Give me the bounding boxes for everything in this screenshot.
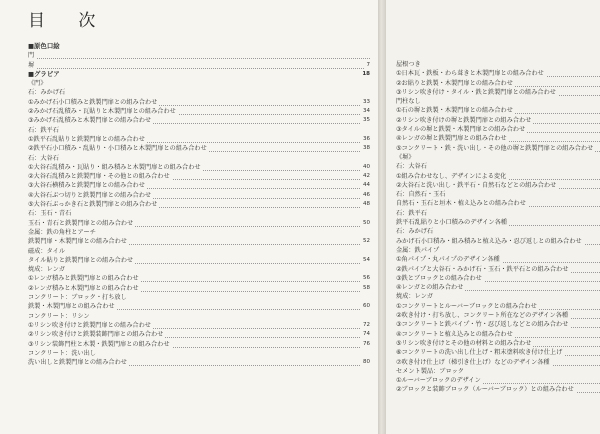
toc-entry	[396, 358, 600, 367]
toc-entry-text: ■原色口絵	[28, 42, 60, 50]
toc-entry-text: ①角パイプ・丸パイプのデザイン各種	[396, 256, 500, 264]
toc-subheading	[28, 247, 370, 256]
toc-entry-text: 鉄平石乱貼りと小口積みのデザイン各種	[396, 219, 507, 227]
toc-entry	[396, 265, 600, 274]
toc-entry	[396, 134, 600, 143]
toc-subheading	[28, 88, 370, 97]
toc-entry-text: 石：大谷石	[28, 154, 59, 162]
toc-entry	[396, 255, 600, 264]
toc-entry	[396, 116, 600, 125]
toc-entry	[396, 106, 600, 115]
toc-subheading	[28, 265, 370, 274]
toc-entry	[28, 200, 370, 209]
toc-entry-text: 《門》	[28, 80, 47, 88]
toc-entry-text: 鉄製門扉・木製門扉との組み合わせ	[28, 238, 127, 246]
toc-entry-text: ②みかげ石乱積み・瓦貼りと木製門扉との組み合わせ	[28, 108, 176, 116]
toc-entry-text: 金属：鉄の角柱とアーチ	[28, 228, 96, 236]
toc-entry	[28, 191, 370, 200]
toc-entry	[28, 98, 370, 107]
toc-entry-text: ①レンガ積みと鉄製門扉との組み合わせ	[28, 275, 139, 283]
toc-entry-text: ②大谷石と洗い出し・鉄平石・自然石などとの組み合わせ	[396, 181, 557, 189]
toc-entry-text: ①みかげ石小口積みと鉄製門扉との組み合わせ	[28, 98, 158, 106]
toc-entry-text: 石：みかげ石	[396, 228, 434, 236]
toc-entry-text: ②レンガ積みと木製門扉との組み合わせ	[28, 284, 139, 292]
toc-section-heading	[28, 70, 370, 79]
toc-entry-text: ④コンクリートと植え込みとの組み合わせ	[396, 330, 513, 338]
toc-entry-text: ④大谷石ぶつ切りと鉄製門扉との組み合わせ	[28, 191, 152, 199]
toc-subheading	[396, 227, 600, 236]
toc-entry-text: 門	[28, 52, 35, 60]
toc-entry	[396, 218, 600, 227]
toc-page-number: 52	[361, 237, 370, 246]
toc-subheading	[396, 190, 600, 199]
toc-entry-text: みかげ石小口積み・組み積みと植え込み・忍び返しとの組み合わせ	[396, 237, 582, 245]
toc-page-number: 35	[361, 116, 370, 125]
toc-entry	[396, 339, 600, 348]
toc-entry	[396, 311, 600, 320]
toc-entry	[28, 302, 370, 311]
toc-page-number: 74	[361, 330, 370, 339]
toc-page-number: 40	[361, 163, 370, 172]
toc-entry	[396, 330, 600, 339]
toc-entry-text: 石：自然石・玉石	[396, 191, 446, 199]
toc-subheading	[396, 367, 600, 376]
toc-entry	[28, 172, 370, 181]
toc-entry-text: 洗い出しと鉄製門扉との組み合わせ	[28, 359, 127, 367]
toc-entry	[28, 61, 370, 70]
toc-subheading	[28, 126, 370, 135]
toc-entry	[396, 283, 600, 292]
toc-entry	[28, 256, 370, 265]
toc-entry	[28, 340, 370, 349]
toc-entry-text: 石：みかげ石	[28, 89, 66, 97]
toc-subheading	[396, 209, 600, 218]
toc-entry-text: ④レンガとの組み合わせ	[396, 284, 464, 292]
toc-entry	[396, 274, 600, 283]
toc-entry-text: ①日本瓦・鉄板・わら葺きと木製門扉との組み合わせ	[396, 70, 544, 78]
toc-subheading	[28, 209, 370, 218]
toc-entry-text: 磁成：タイル	[28, 247, 66, 255]
toc-list-left	[28, 42, 370, 367]
toc-entry-text: ③コンクリートと鉄パイプ・竹・忍び返しなどとの組み合わせ	[396, 321, 569, 329]
toc-subheading	[396, 292, 600, 301]
toc-entry-text: ⑤リシン吹き付けとその他の材料との組み合わせ	[396, 339, 532, 347]
toc-page-number: 54	[361, 256, 370, 265]
page-title: 目 次	[28, 11, 110, 31]
toc-entry	[28, 284, 370, 293]
toc-entry-text: ②リシン吹き付けと鉄製装飾門扉との組み合わせ	[28, 331, 164, 339]
toc-page-number: 7	[365, 61, 371, 70]
toc-section-heading	[28, 42, 370, 51]
toc-entry	[28, 219, 370, 228]
toc-entry-text: 玉石・青石と鉄製門扉との組み合わせ	[28, 219, 134, 227]
toc-entry-text: ②吹き付け・打ち放し、コンクリート所在などのデザイン各種	[396, 312, 569, 320]
toc-page-number: 18	[360, 70, 370, 79]
toc-entry-text: コンクリート：リシン	[28, 312, 90, 320]
toc-subheading	[396, 97, 600, 106]
toc-page-number: 80	[361, 358, 370, 367]
toc-entry-text: ①ルーバーブロックのデザイン	[396, 377, 481, 385]
toc-page-number: 42	[361, 172, 370, 181]
toc-entry	[396, 172, 600, 181]
toc-entry-text: 《塀》	[396, 153, 415, 161]
toc-page-number: 56	[361, 274, 370, 283]
toc-entry-text: 石：玉石・青石	[28, 210, 72, 218]
toc-entry-text: タイル貼りと鉄製門扉との組み合わせ	[28, 256, 134, 264]
toc-page-number: 46	[361, 191, 370, 200]
toc-entry-text: 焼成：レンガ	[28, 266, 65, 274]
toc-entry-text: ②鉄平石小口積み・乱貼り・小口積みと木製門扉との組み合わせ	[28, 145, 207, 153]
toc-entry	[28, 135, 370, 144]
toc-page-number: 60	[361, 302, 370, 311]
toc-entry-text: ③タイルの塀と鉄製・木製門扉との組み合わせ	[396, 126, 526, 134]
toc-entry	[396, 88, 600, 97]
toc-entry	[396, 376, 600, 385]
toc-subheading	[396, 153, 600, 162]
toc-entry	[28, 181, 370, 190]
toc-entry-text: ②お貼りと鉄製・木製門扉との組み合わせ	[396, 79, 513, 87]
toc-subheading	[28, 293, 370, 302]
toc-entry-text: ③リシン装飾門柱と木製・鉄製門扉との組み合わせ	[28, 340, 170, 348]
toc-entry	[396, 302, 600, 311]
toc-entry	[28, 330, 370, 339]
toc-entry	[28, 107, 370, 116]
toc-entry	[396, 181, 600, 190]
toc-entry-text: 石：大谷石	[396, 163, 427, 171]
toc-subheading	[396, 246, 600, 255]
toc-entry-text: 焼成：レンガ	[396, 293, 433, 301]
toc-subheading	[28, 349, 370, 358]
toc-entry-text: ①リシン吹き付けと鉄製門扉との組み合わせ	[28, 321, 151, 329]
toc-entry-text: ②リシン吹き付けの塀と鉄製門扉との組み合わせ	[396, 116, 532, 124]
toc-page-number: 76	[361, 340, 370, 349]
book-gutter	[378, 0, 386, 434]
toc-entry-text: コンクリート：洗い出し	[28, 349, 96, 357]
toc-subheading	[396, 162, 600, 171]
toc-entry-text: ②ブロックと装飾ブロック（ルーバーブロック）との組み合わせ	[396, 386, 574, 394]
toc-entry	[28, 321, 370, 330]
toc-entry-text: 自然石・玉石と垣木・植え込みとの組み合わせ	[396, 200, 526, 208]
toc-entry-text: 門柱なし	[396, 98, 421, 106]
toc-entry	[28, 358, 370, 367]
toc-page-number: 38	[361, 144, 370, 153]
toc-subheading	[28, 228, 370, 237]
toc-entry-text: ①コンクリートとルーバーブロックとの組み合わせ	[396, 302, 537, 310]
toc-page-number: 50	[361, 219, 370, 228]
toc-subheading	[28, 79, 370, 88]
dot-leader	[28, 58, 370, 59]
toc-entry-text: 鉄製・木製門扉との組み合わせ	[28, 303, 115, 311]
toc-entry	[28, 274, 370, 283]
toc-subheading	[28, 312, 370, 321]
toc-entry	[396, 125, 600, 134]
toc-entry	[28, 237, 370, 246]
toc-entry-text: ②鉄パイプと大谷石・みかげ石・玉石・鉄平石との組み合わせ	[396, 265, 569, 273]
toc-entry	[396, 320, 600, 329]
toc-entry-text: ①大谷石乱積み・瓦貼り・組み積みと木製門扉との組み合わせ	[28, 163, 201, 171]
toc-entry	[396, 199, 600, 208]
toc-entry-text: ①鉄平石乱貼りと鉄製門扉との組み合わせ	[28, 135, 145, 143]
toc-entry	[28, 144, 370, 153]
toc-entry-text: ③鉄とブロックとの組み合わせ	[396, 274, 482, 282]
toc-page-number: 34	[361, 107, 370, 116]
toc-page-number: 44	[361, 181, 370, 190]
toc-page-number: 72	[361, 321, 370, 330]
toc-entry	[396, 237, 600, 246]
toc-entry-text: 屋根つき	[396, 61, 421, 68]
toc-entry-text: ④レンガの塀と鉄製門扉との組み合わせ	[396, 135, 507, 143]
toc-entry-text: ③リシン吹き付け・タイル・鉄と鉄製門扉との組み合わせ	[396, 88, 556, 96]
toc-entry-text: 石：鉄平石	[396, 209, 427, 217]
toc-entry	[28, 163, 370, 172]
toc-entry-text: ③みかげ石乱積みと木製門扉との組み合わせ	[28, 117, 152, 125]
toc-entry	[396, 69, 600, 78]
toc-entry	[28, 51, 370, 60]
toc-page-number: 36	[361, 135, 370, 144]
toc-entry-text: ①石の塀と鉄製・木製門扉との組み合わせ	[396, 107, 513, 115]
toc-page-number: 48	[361, 200, 370, 209]
toc-entry-text: ⑤大谷石ぶっかき石と鉄製門扉との組み合わせ	[28, 201, 158, 209]
toc-entry-text: ⑤コンクリート・鉄・洗い出し・その他の塀と鉄製門扉との組み合わせ	[396, 144, 594, 152]
toc-entry-text: ②大谷石乱積みと鉄製門扉・その他との組み合わせ	[28, 173, 170, 181]
toc-entry	[28, 116, 370, 125]
toc-entry	[396, 385, 600, 394]
toc-entry-text: 塀	[28, 61, 35, 69]
toc-list-right	[396, 60, 600, 395]
toc-page-number: 58	[361, 284, 370, 293]
toc-entry	[396, 144, 600, 153]
toc-entry	[396, 348, 600, 357]
toc-subheading	[396, 60, 600, 69]
toc-entry-text: ③大谷石横積みと鉄製門扉との組み合わせ	[28, 182, 145, 190]
toc-entry-text: 金属：鉄パイプ	[396, 246, 440, 254]
toc-page-number: 33	[361, 98, 370, 107]
dot-leader	[28, 68, 370, 69]
toc-entry-text: ⑦吹き付け仕上げ（梯引き仕上げ）などのデザイン各種	[396, 358, 550, 366]
toc-entry-text: ■グラビア	[28, 69, 60, 78]
right-page	[386, 0, 600, 434]
toc-entry	[396, 79, 600, 88]
toc-entry-text: コンクリート：ブロック・打ち放し	[28, 294, 127, 302]
toc-subheading	[28, 154, 370, 163]
toc-entry-text: 石：鉄平石	[28, 126, 59, 134]
toc-entry-text: ①組み合わせなし、デザインによる変化	[396, 172, 507, 180]
toc-entry-text: セメント製品：ブロック	[396, 367, 464, 375]
toc-entry-text: ⑥コンクリートの洗い出し仕上げ・粗末塗料吹き付け仕上げ	[396, 349, 563, 357]
